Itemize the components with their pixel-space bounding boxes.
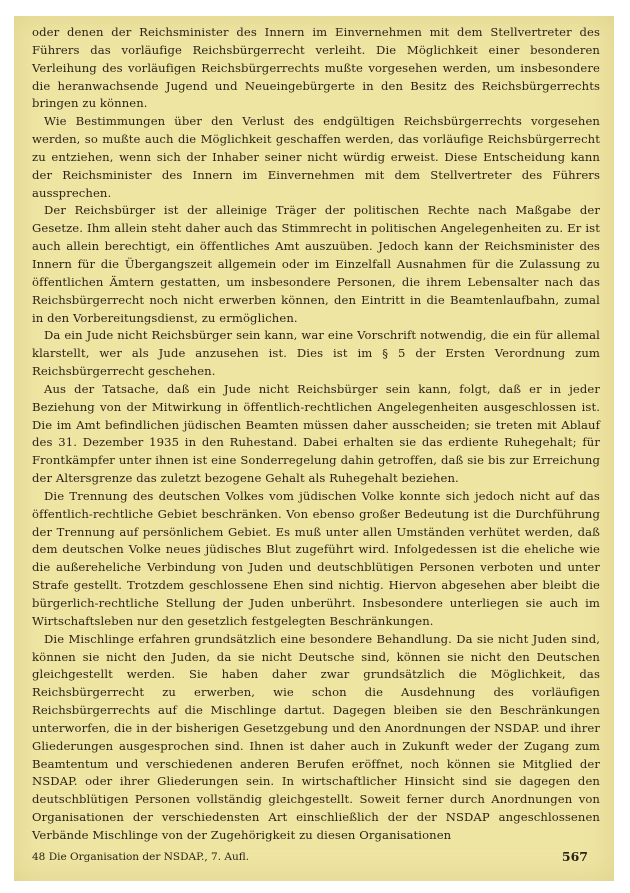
footer-note: 48 Die Organisation der NSDAP., 7. Aufl. <box>32 851 250 863</box>
paragraph: Die Trennung des deutschen Volkes vom jüdischen Volke konnte sich jedoch nicht auf das öffentlich-rechtliche Gebiet beschränken. Von ebenso großer Bedeutung ist die Durchführung der Trennung auf persönlichem Gebiet. Es muß unter allen Umständen verhütet werden, daß dem deutschen Volke neues jüdisches Blut zugeführt wird. Infolgedessen ist die eheliche wie die außereheliche Verbindung von Juden und deutschblütigen Personen verboten und unter Strafe gestellt. Trotzdem geschlossene Ehen sind nichtig. Hiervon abgesehen aber bleibt die bürgerlich-rechtliche Stellung der Juden unberührt. Insbesondere unterliegen sie auch im Wirtschaftsleben nur den gesetzlich festgelegten Beschränkungen. <box>32 488 600 628</box>
paragraph: Der Reichsbürger ist der alleinige Träger der politischen Rechte nach Maßgabe der Gesetze. Ihm allein steht daher auch das Stimmrecht in politischen Angelegenheiten zu. Er ist auch allein berechtigt, ein öffentliches Amt auszuüben. Jedoch kann der Reichsminister des Innern für die Übergangszeit allgemein oder im Einzelfall Ausnahmen für die Zulassung zu öffentlichen Ämtern gestatten, um insbesondere Personen, die ihrem Lebensalter nach das Reichsbürgerrecht noch nicht erwerben können, den Eintritt in die Beamtenlaufbahn, zumal in den Vorbereitungsdienst, zu ermöglichen. <box>32 203 600 325</box>
page-number: 567 <box>561 849 588 864</box>
paragraph: Die Mischlinge erfahren grundsätzlich eine besondere Behandlung. Da sie nicht Juden sind, können sie nicht den Juden, da sie nicht Deutsche sind, können sie nicht den Deutschen gleichgestellt werden. Sie haben daher zwar grundsätzlich die Möglichkeit, das Reichsbürgerrecht zu erwerben, wie schon die Ausdehnung des vorläufigen Reichsbürgerrechts auf die Mischlinge dartut. Dagegen bleiben sie den Beschränkungen unterworfen, die in der bisherigen Gesetzgebung und den Anordnungen der NSDAP. und ihrer Gliederungen ausgesprochen sind. Ihnen ist daher auch in Zukunft weder der Zugang zum Beamtentum und verschiedenen anderen Berufen eröffnet, noch können sie Mitglied der NSDAP. oder ihrer Gliederungen sein. In wirtschaftlicher Hinsicht sind sie dagegen den deutschblütigen Personen vollständig gleichgestellt. Soweit ferner durch Anordnungen von Organisationen der verschiedensten Art einschließlich der der NSDAP angeschlossenen Verbände Mischlinge von der Zugehörigkeit zu diesen Organisationen <box>32 631 600 842</box>
paragraph: Wie Bestimmungen über den Verlust des endgültigen Reichsbürgerrechts vorgesehen werden, so mußte auch die Möglichkeit geschaffen werden, das vorläufige Reichsbürgerrecht zu entziehen, wenn sich der Inhaber seiner nicht würdig erweist. Diese Entscheidung kann der Reichsminister des Innern im Einvernehmen mit dem Stellvertreter des Führers aussprechen. <box>32 114 600 200</box>
paragraph: Da ein Jude nicht Reichsbürger sein kann, war eine Vorschrift notwendig, die ein für allemal klarstellt, wer als Jude anzusehen ist. Dies ist im § 5 der Ersten Verordnung zum Reichsbürgerrecht geschehen. <box>32 328 600 379</box>
paragraph: oder denen der Reichsminister des Innern im Einvernehmen mit dem Stellvertreter des Führers das vorläufige Reichsbürgerrecht verleiht. Die Möglichkeit einer besonderen Verleihung des vorläufigen Reichsbürgerrechts mußte vorgesehen werden, um insbesondere die heranwachsende Jugend und Neueingebürgerte in den Besitz des Reichsbürgerrechts bringen zu können. <box>32 25 600 111</box>
document-page <box>14 16 614 881</box>
paragraph: Aus der Tatsache, daß ein Jude nicht Reichsbürger sein kann, folgt, daß er in jeder Beziehung von der Mitwirkung in öffentlich-rechtlichen Angelegenheiten ausgeschlossen ist. Die im Amt befindlichen jüdischen Beamten müssen daher ausscheiden; sie treten mit Ablauf des 31. Dezember 1935 in den Ruhestand. Dabei erhalten sie das erdiente Ruhegehalt; für Frontkämpfer unter ihnen ist eine Sonderregelung dahin getroffen, daß sie bis zur Erreichung der Altersgrenze das zuletzt bezogene Gehalt als Ruhegehalt beziehen. <box>32 381 600 486</box>
body-text <box>32 24 600 845</box>
